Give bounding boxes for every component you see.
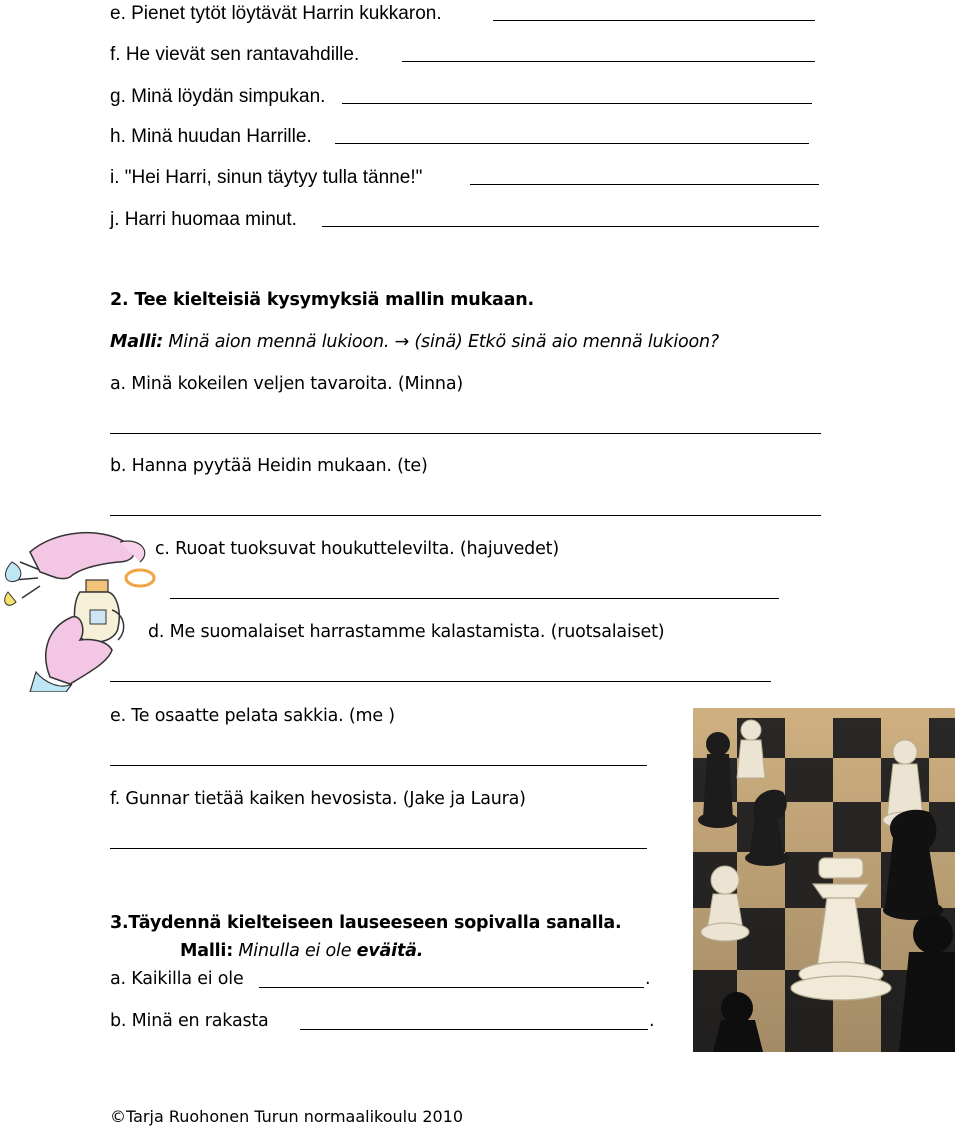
exercise-2d: d. Me suomalaiset harrastamme kalastamista. (ruotsalaiset) bbox=[148, 622, 665, 642]
section-3-model bbox=[180, 941, 423, 961]
model-label: Malli: bbox=[110, 332, 164, 352]
section-2-model bbox=[110, 332, 719, 352]
model-label: Malli: bbox=[180, 941, 234, 961]
model-text: Minä aion mennä lukioon. bbox=[168, 332, 390, 352]
footer-copyright: ©Tarja Ruohonen Turun normaalikoulu 2010 bbox=[110, 1107, 464, 1126]
answer-line[interactable] bbox=[110, 848, 647, 849]
period: . bbox=[649, 1011, 655, 1031]
answer-line[interactable] bbox=[259, 987, 644, 988]
exercise-item-j: j. Harri huomaa minut. bbox=[110, 209, 297, 230]
exercise-2f: f. Gunnar tietää kaiken hevosista. (Jake ja Laura) bbox=[110, 789, 526, 809]
chess-photo bbox=[693, 708, 955, 1052]
model-text: Minulla ei ole bbox=[238, 941, 352, 961]
answer-line[interactable] bbox=[402, 61, 815, 62]
exercise-2b: b. Hanna pyytää Heidin mukaan. (te) bbox=[110, 456, 428, 476]
period: . bbox=[645, 969, 651, 989]
exercise-2c: c. Ruoat tuoksuvat houkuttelevilta. (hajuvedet) bbox=[155, 539, 559, 559]
answer-line[interactable] bbox=[493, 20, 815, 21]
exercise-item-f: f. He vievät sen rantavahdille. bbox=[110, 44, 360, 65]
answer-line[interactable] bbox=[110, 515, 821, 516]
section-3-title: 3.Täydennä kielteiseen lauseeseen sopivalla sanalla. bbox=[110, 913, 622, 933]
answer-line[interactable] bbox=[342, 103, 812, 104]
answer-line[interactable] bbox=[170, 598, 779, 599]
arrow-icon: → bbox=[394, 332, 410, 352]
answer-line[interactable] bbox=[470, 184, 819, 185]
model-answer: (sinä) Etkö sinä aio mennä lukioon? bbox=[414, 332, 719, 352]
exercise-item-i: i. "Hei Harri, sinun täytyy tulla tänne!" bbox=[110, 167, 423, 188]
answer-line[interactable] bbox=[335, 143, 809, 144]
answer-line[interactable] bbox=[110, 765, 647, 766]
exercise-2a: a. Minä kokeilen veljen tavaroita. (Minna) bbox=[110, 374, 463, 394]
exercise-3b: b. Minä en rakasta bbox=[110, 1011, 269, 1031]
exercise-3a: a. Kaikilla ei ole bbox=[110, 969, 244, 989]
answer-line[interactable] bbox=[300, 1029, 648, 1030]
model-bold-word: eväitä. bbox=[356, 941, 424, 961]
answer-line[interactable] bbox=[110, 681, 771, 682]
section-2-title: 2. Tee kielteisiä kysymyksiä mallin mukaan. bbox=[110, 290, 534, 310]
perfume-clipart bbox=[0, 522, 160, 692]
answer-line[interactable] bbox=[110, 433, 821, 434]
exercise-2e: e. Te osaatte pelata sakkia. (me ) bbox=[110, 706, 395, 726]
exercise-item-h: h. Minä huudan Harrille. bbox=[110, 126, 312, 147]
exercise-item-g: g. Minä löydän simpukan. bbox=[110, 86, 326, 107]
exercise-item-e: e. Pienet tytöt löytävät Harrin kukkaron. bbox=[110, 3, 442, 24]
answer-line[interactable] bbox=[322, 226, 819, 227]
